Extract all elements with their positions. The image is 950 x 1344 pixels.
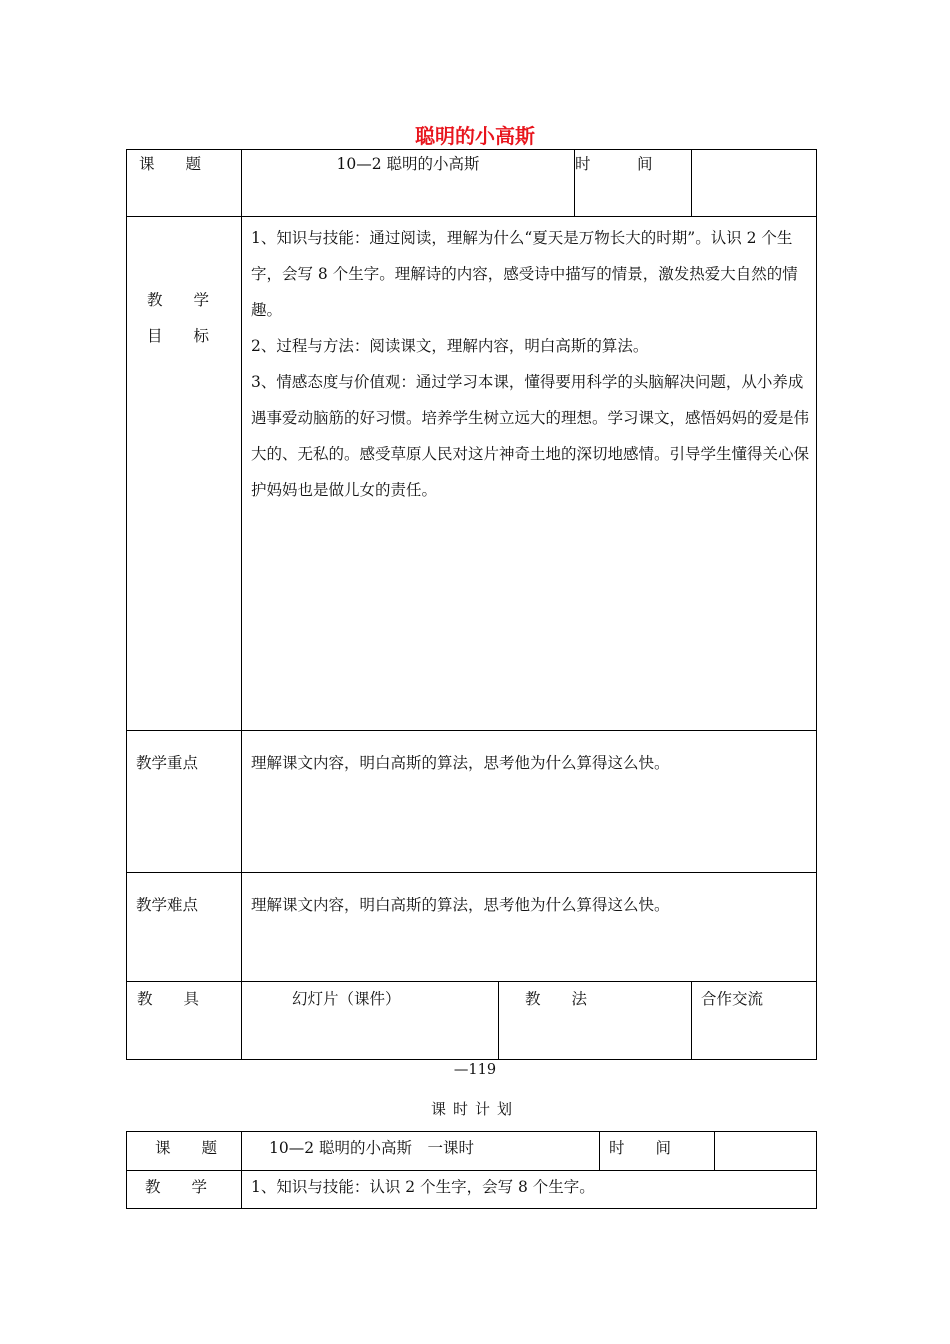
topic-label: 课 题 <box>139 155 202 173</box>
goal-emotion: 3、情感态度与价值观：通过学习本课，懂得要用科学的头脑解决问题，从小养成遇事爱动脑筋的好习惯。培养学生树立远大的理想。学习课文，感悟妈妈的爱是伟大的、无私的。感受草原人民对这片神奇土地的深切地感情。引导学生懂得关心保护妈妈也是做儿女的责任。 <box>251 373 810 499</box>
topic-label-cell <box>127 150 242 217</box>
goal-knowledge: 1、知识与技能：通过阅读，理解为什么“夏天是万物长大的时期”。认识 2 个生字，会写 8 个生字。理解诗的内容，感受诗中描写的情景，激发热爱大自然的情趣。 <box>251 229 798 319</box>
page-title: 聪明的小高斯 <box>415 124 535 148</box>
goals-label-cell-2 <box>127 1171 242 1209</box>
difficulty-label: 教学难点 <box>136 896 199 914</box>
goals-cell <box>242 217 817 731</box>
time-label-2: 时 间 <box>609 1139 672 1157</box>
lesson-plan-table <box>126 149 817 1060</box>
topic-label-2: 课 题 <box>155 1139 218 1157</box>
tools-value-cell <box>242 982 499 1060</box>
goals-value-2: 1、知识与技能：认识 2 个生字，会写 8 个生字。 <box>251 1178 595 1196</box>
topic-value: 10—2 聪明的小高斯 <box>336 155 480 173</box>
topic-value-2: 10—2 聪明的小高斯 一课时 <box>269 1139 475 1157</box>
lesson-plan-table-2 <box>126 1131 817 1209</box>
topic-label-cell-2 <box>127 1132 242 1171</box>
key-value-cell <box>242 731 817 873</box>
goals-label-line1: 教 学 <box>147 291 210 309</box>
difficulty-value-cell <box>242 873 817 982</box>
time-label-cell <box>575 150 692 217</box>
tools-value: 幻灯片（课件） <box>292 990 401 1008</box>
goal-process: 2、过程与方法：阅读课文，理解内容，明白高斯的算法。 <box>251 337 649 355</box>
time-label-cell-2 <box>600 1132 715 1171</box>
method-label-cell <box>499 982 692 1060</box>
difficulty-value: 理解课文内容，明白高斯的算法，思考他为什么算得这么快。 <box>251 896 670 914</box>
time-label: 时 间 <box>575 155 653 173</box>
topic-value-cell <box>242 150 575 217</box>
time-value-cell-2 <box>715 1132 817 1171</box>
key-label: 教学重点 <box>136 754 199 772</box>
key-value: 理解课文内容，明白高斯的算法，思考他为什么算得这么快。 <box>251 754 670 772</box>
goals-label-2: 教 学 <box>145 1178 208 1196</box>
page-number: —119 <box>453 1062 497 1078</box>
goals-value-cell-2 <box>242 1171 817 1209</box>
key-label-cell <box>127 731 242 873</box>
goals-label-cell <box>127 217 242 731</box>
topic-value-cell-2 <box>242 1132 600 1171</box>
method-value-cell <box>692 982 817 1060</box>
method-value: 合作交流 <box>701 990 764 1008</box>
time-value-cell <box>692 150 817 217</box>
difficulty-label-cell <box>127 873 242 982</box>
method-label: 教 法 <box>525 990 588 1008</box>
tools-label: 教 具 <box>137 990 200 1008</box>
tools-label-cell <box>127 982 242 1060</box>
goals-label-line2: 目 标 <box>147 327 210 345</box>
section-title: 课时计划 <box>430 1100 519 1118</box>
